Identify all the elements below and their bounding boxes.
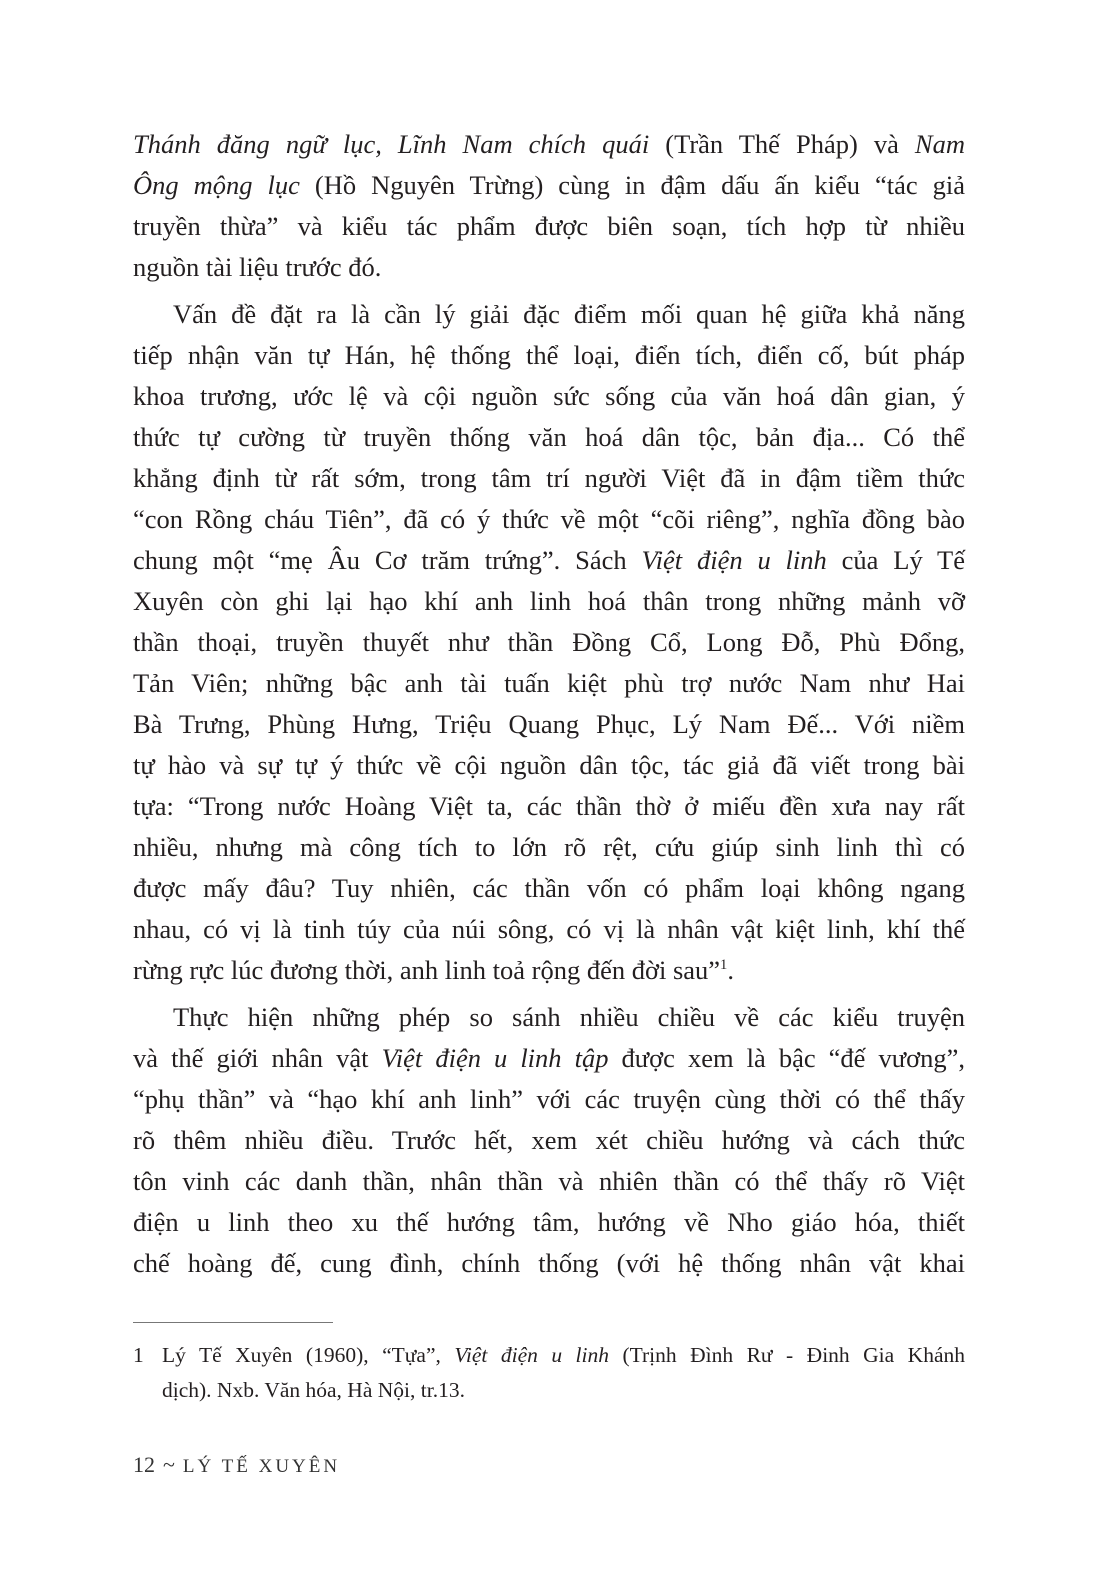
text-line xyxy=(133,165,965,206)
text-run: Bà Trưng, Phùng Hưng, Triệu Quang Phục, Lý Nam Đế... Với niềm xyxy=(133,709,965,739)
text-line xyxy=(133,1161,965,1202)
text-run: Lý Tế Xuyên (1960), “Tựa”, xyxy=(162,1343,455,1367)
text-line xyxy=(133,704,965,745)
text-line xyxy=(133,458,965,499)
italic-title: Ông mộng lục xyxy=(133,170,300,200)
text-run: khoa trương, ước lệ và cội nguồn sức sống của văn hoá dân gian, ý xyxy=(133,381,965,411)
footnote-reference: 1 xyxy=(720,956,728,973)
text-line xyxy=(133,376,965,417)
italic-title: Thánh đăng ngữ lục, Lĩnh Nam chích quái xyxy=(133,129,650,159)
text-run: và thế giới nhân vật xyxy=(133,1043,382,1073)
text-line xyxy=(133,745,965,786)
text-line xyxy=(133,827,965,868)
text-line xyxy=(133,1202,965,1243)
footnote-line: dịch). Nxb. Văn hóa, Hà Nội, tr.13. xyxy=(162,1378,465,1402)
text-line xyxy=(133,868,965,909)
italic-title: Việt điện u linh tập xyxy=(381,1043,609,1073)
text-run: tiếp nhận văn tự Hán, hệ thống thể loại, điển tích, điển cố, bút pháp xyxy=(133,340,965,370)
text-run: tôn vinh các danh thần, nhân thần và nhiên thần có thể thấy rõ Việt xyxy=(133,1166,965,1196)
text-run: tựa: “Trong nước Hoàng Việt ta, các thần thờ ở miếu đền xưa nay rất xyxy=(133,791,965,821)
text-line xyxy=(133,1038,965,1079)
text-run: “con Rồng cháu Tiên”, đã có ý thức về một “cõi riêng”, nghĩa đồng bào xyxy=(133,504,965,534)
text-run: Tản Viên; những bậc anh tài tuấn kiệt phù trợ nước Nam như Hai xyxy=(133,668,965,698)
text-run: nhau, có vị là tinh túy của núi sông, có vị là nhân vật kiệt linh, khí thế xyxy=(133,914,965,944)
text-line xyxy=(133,1079,965,1120)
text-line xyxy=(133,663,965,704)
text-run: rõ thêm nhiều điều. Trước hết, xem xét chiều hướng và cách thức xyxy=(133,1125,965,1155)
italic-title: Nam xyxy=(914,129,965,159)
text-line xyxy=(133,335,965,376)
page-number: 12 xyxy=(133,1452,155,1477)
text-line xyxy=(133,417,965,458)
text-run: được mấy đâu? Tuy nhiên, các thần vốn có phẩm loại không ngang xyxy=(133,873,965,903)
footnote-line xyxy=(162,1338,965,1373)
text-run: của Lý Tế xyxy=(826,545,966,575)
text-run: “phụ thần” và “hạo khí anh linh” với các truyện cùng thời có thể thấy xyxy=(133,1084,965,1114)
text-run: truyền thừa” và kiểu tác phẩm được biên soạn, tích hợp từ nhiều xyxy=(133,211,965,241)
text-line xyxy=(133,294,965,335)
text-line xyxy=(133,581,965,622)
text-run: tự hào và sự tự ý thức về cội nguồn dân tộc, tác giả đã viết trong bài xyxy=(133,750,965,780)
text-line xyxy=(133,622,965,663)
text-run: khẳng định từ rất sớm, trong tâm trí người Việt đã in đậm tiềm thức xyxy=(133,463,965,493)
text-line xyxy=(133,1243,965,1284)
text-run: Vấn đề đặt ra là cần lý giải đặc điểm mối quan hệ giữa khả năng xyxy=(173,299,965,329)
italic-title: Việt điện u linh xyxy=(641,545,827,575)
footnote xyxy=(133,1338,965,1408)
footnote-divider xyxy=(133,1322,333,1323)
text-run: nhiều, nhưng mà công tích to lớn rõ rệt, cứu giúp sinh linh thì có xyxy=(133,832,965,862)
running-title: LÝ TẾ XUYÊN xyxy=(182,1456,341,1477)
text-line xyxy=(133,997,965,1038)
text-line xyxy=(133,247,965,288)
text-line xyxy=(133,124,965,165)
italic-title: Việt điện u linh xyxy=(454,1343,609,1367)
text-run: rừng rực lúc đương thời, anh linh toả rộng đến đời sau” xyxy=(133,955,721,985)
text-run: chế hoàng đế, cung đình, chính thống (với hệ thống nhân vật khai xyxy=(133,1248,965,1278)
text-line xyxy=(133,909,965,950)
text-run: nguồn tài liệu trước đó. xyxy=(133,252,382,282)
text-run: Thực hiện những phép so sánh nhiều chiều về các kiểu truyện xyxy=(173,1002,965,1032)
text-run: . xyxy=(727,955,734,985)
page-footer xyxy=(133,1452,340,1478)
text-run: (Trần Thế Pháp) và xyxy=(649,129,915,159)
footnote-number: 1 xyxy=(133,1343,144,1367)
text-line xyxy=(133,540,965,581)
text-line xyxy=(133,206,965,247)
separator: ~ xyxy=(163,1452,175,1477)
text-run: thức tự cường từ truyền thống văn hoá dân tộc, bản địa... Có thể xyxy=(133,422,965,452)
text-run: (Trịnh Đình Rư - Đinh Gia Khánh xyxy=(609,1343,965,1367)
text-run: (Hồ Nguyên Trừng) cùng in đậm dấu ấn kiểu “tác giả xyxy=(299,170,965,200)
text-run: thần thoại, truyền thuyết như thần Đồng Cổ, Long Đỗ, Phù Đổng, xyxy=(133,627,965,657)
text-line xyxy=(133,1120,965,1161)
text-line xyxy=(133,950,965,991)
text-run: điện u linh theo xu thế hướng tâm, hướng về Nho giáo hóa, thiết xyxy=(133,1207,965,1237)
text-run: chung một “mẹ Âu Cơ trăm trứng”. Sách xyxy=(133,545,642,575)
body-text xyxy=(133,124,965,1284)
text-line xyxy=(133,786,965,827)
text-run: Xuyên còn ghi lại hạo khí anh linh hoá thân trong những mảnh vỡ xyxy=(133,586,965,616)
text-line xyxy=(133,499,965,540)
text-run: được xem là bậc “đế vương”, xyxy=(608,1043,966,1073)
